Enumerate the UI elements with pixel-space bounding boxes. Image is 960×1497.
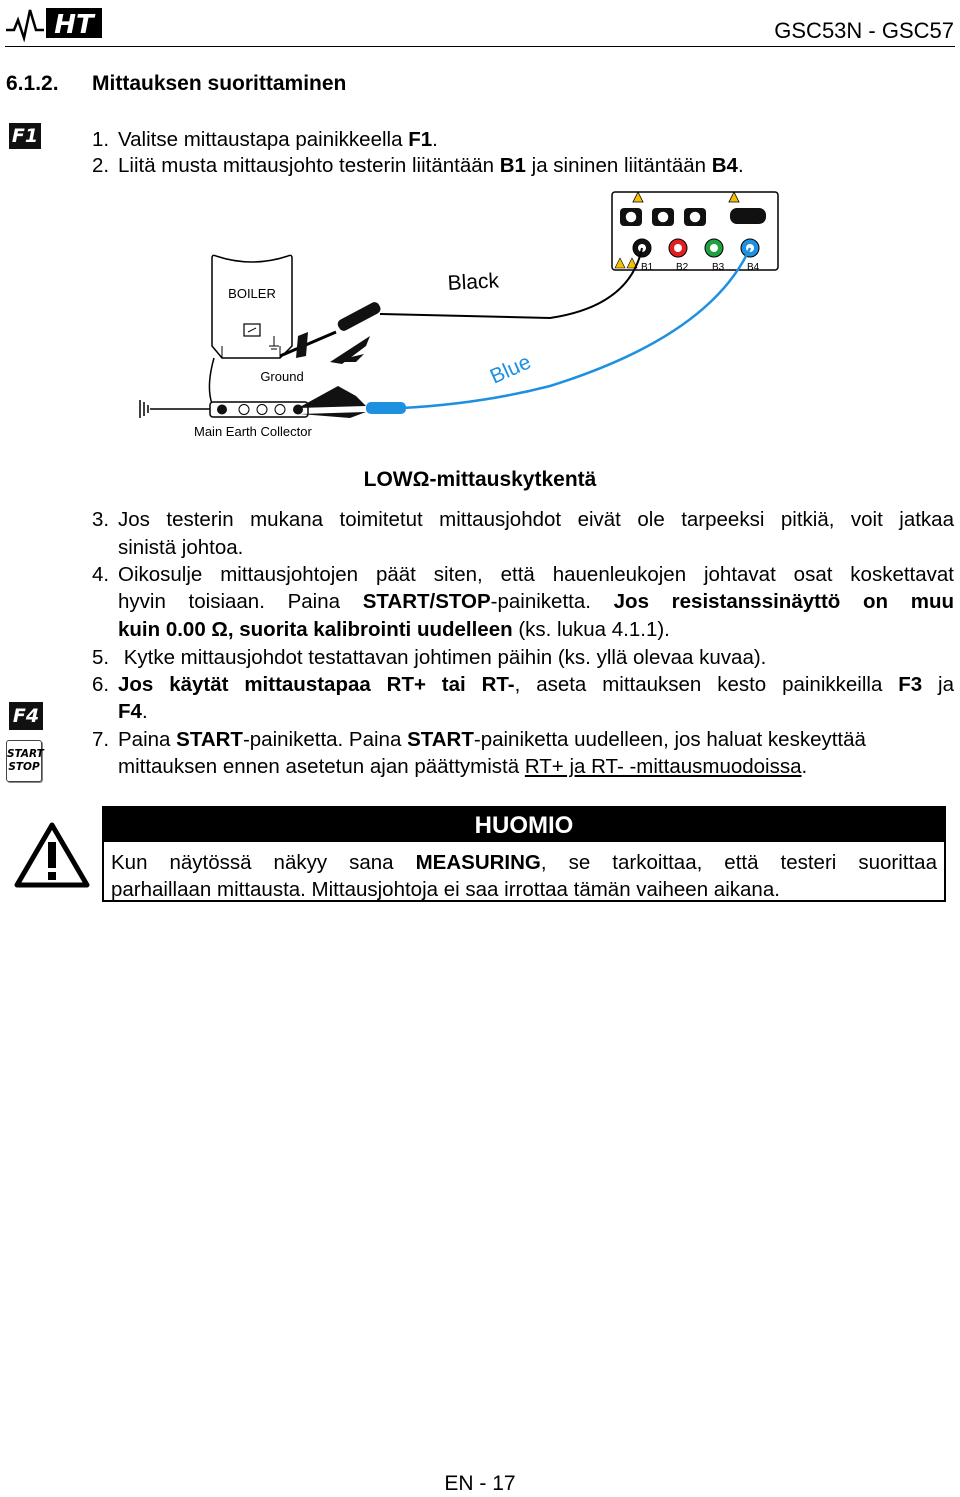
step-emphasis: Jos resistanssinäyttö on muu: [613, 590, 954, 613]
label-b2: B2: [676, 262, 689, 273]
section-heading: [6, 72, 346, 96]
step-text: , aseta mittauksen kesto painikkeilla: [514, 673, 899, 696]
step-text: (ks. lukua 4.1.1).: [512, 618, 670, 641]
black-probe: [280, 248, 642, 364]
step-key: F4: [118, 700, 142, 723]
step-3-cont: sinistä johtoa.: [118, 536, 244, 559]
header-divider: [5, 46, 955, 47]
step-text: Oikosulje mittausjohtojen päät siten, että hauenleukojen johtavat osat koskettavat: [118, 563, 954, 586]
section-number: 6.1.2.: [6, 72, 59, 95]
step-text: Kytke mittausjohdot testattavan johtimen päihin (ks. yllä olevaa kuvaa).: [118, 646, 767, 669]
ground-wire: [209, 358, 232, 408]
stop-label: STOP: [8, 761, 40, 773]
step-2: [92, 153, 744, 179]
step-4-cont: [118, 589, 954, 615]
step-text: .: [801, 755, 808, 778]
boiler-icon: [212, 255, 292, 358]
start-label: START: [7, 748, 44, 760]
warning-icon: [14, 822, 90, 888]
step-text: -painiketta. Paina: [242, 728, 408, 751]
step-text: ja: [922, 673, 954, 696]
collector-label: Main Earth Collector: [194, 424, 312, 439]
note-box: [102, 806, 946, 902]
step-6-cont: [118, 699, 148, 725]
step-text: mittauksen ennen asetetun ajan päättymistä: [118, 755, 525, 778]
instrument-panel: [612, 192, 778, 273]
black-lead-label: Black: [447, 269, 500, 295]
step-key: F3: [898, 673, 923, 696]
step-key: START: [176, 728, 243, 751]
page-number: EN - 17: [444, 1472, 516, 1495]
boiler-label: BOILER: [228, 286, 276, 301]
step-key: START/STOP: [362, 590, 491, 613]
connection-diagram: [130, 186, 790, 446]
ht-logo: [4, 2, 104, 47]
step-emphasis: Jos käytät mittaustapaa RT+ tai RT-: [118, 673, 515, 696]
step-text: hyvin toisiaan. Paina: [118, 590, 363, 613]
blue-lead-label: Blue: [486, 350, 535, 389]
step-7: [92, 727, 866, 753]
step-emphasis: kuin 0.00 Ω, suorita kalibrointi uudelleen: [118, 618, 513, 641]
terminal-ref: B1: [499, 154, 526, 177]
step-number: 2.: [92, 154, 110, 177]
step-number: 3.: [92, 508, 110, 531]
step-text: -painiketta uudelleen, jos haluat keskeyttää: [473, 728, 866, 751]
step-4-cont2: [118, 617, 670, 643]
step-number: 1.: [92, 128, 110, 151]
step-text: .: [737, 154, 744, 177]
step-text: -painiketta.: [490, 590, 614, 613]
note-emphasis: MEASURING: [415, 851, 541, 874]
ground-label: Ground: [260, 369, 304, 384]
note-text: Kun näytössä näkyy sana: [111, 851, 416, 874]
note-line-1: [111, 850, 937, 876]
f1-key-icon: F1: [9, 123, 41, 149]
step-text: Liitä musta mittausjohto testerin liitäntään: [118, 154, 500, 177]
step-text: Jos testerin mukana toimitetut mittausjohdot eivät ole tarpeeksi pitkiä, voit jatkaa: [118, 508, 954, 531]
step-key: F1: [408, 128, 433, 151]
step-4: [92, 562, 954, 588]
step-6: [92, 672, 954, 698]
step-5: [92, 645, 766, 671]
step-number: 7.: [92, 728, 110, 751]
step-text: ja sininen liitäntään: [525, 154, 712, 177]
label-b4: B4: [747, 262, 760, 273]
step-text: .: [141, 700, 148, 723]
note-title: HUOMIO: [104, 808, 944, 842]
step-7-cont: [118, 754, 807, 780]
blue-probe: [298, 248, 750, 418]
step-number: 4.: [92, 563, 110, 586]
step-text: Valitse mittaustapa painikkeella: [118, 128, 409, 151]
start-stop-key-icon: [6, 740, 42, 782]
section-title: Mittauksen suorittaminen: [92, 72, 347, 95]
label-b1: B1: [641, 262, 654, 273]
earth-collector: [140, 400, 312, 439]
label-b3: B3: [712, 262, 725, 273]
terminal-ref: B4: [711, 154, 738, 177]
model-name: GSC53N - GSC57: [774, 18, 954, 43]
note-text: , se tarkoittaa, että testeri suorittaa: [540, 851, 937, 874]
f4-key-icon: F4: [9, 702, 43, 730]
step-text: .: [432, 128, 438, 151]
brand-text: HT: [54, 10, 94, 40]
figure-caption: LOWΩ-mittauskytkentä: [363, 468, 597, 491]
step-text: [118, 672, 954, 698]
step-number: 5.: [92, 646, 110, 669]
note-line-2: parhaillaan mittausta. Mittausjohtoja ei saa irrottaa tämän vaiheen aikana.: [111, 878, 780, 901]
step-text: Paina: [118, 728, 177, 751]
step-underlined: RT+ ja RT- -mittausmuodoissa: [524, 755, 802, 778]
step-key: START: [407, 728, 474, 751]
step-number: 6.: [92, 673, 110, 696]
step-1: [92, 127, 438, 153]
step-3: [92, 507, 954, 533]
